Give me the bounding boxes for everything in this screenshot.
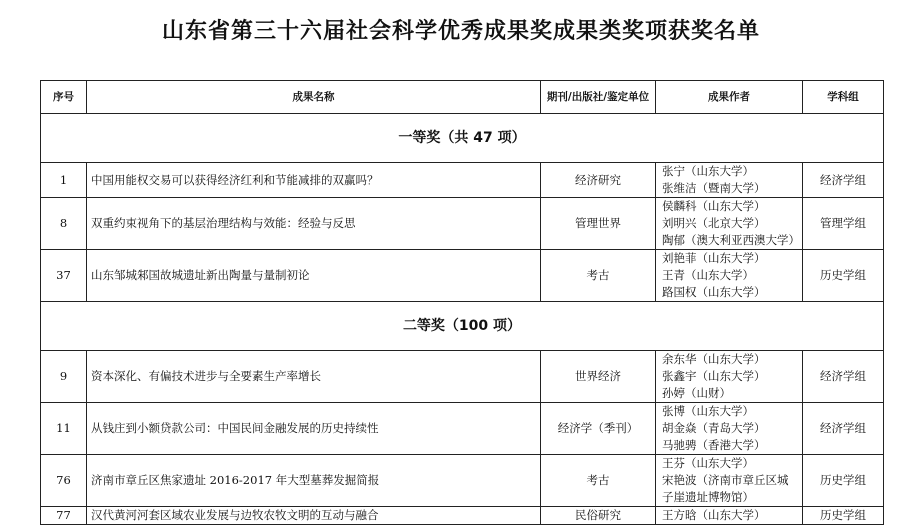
cell-name: 从钱庄到小额贷款公司：中国民间金融发展的历史持续性 <box>87 403 541 455</box>
cell-no: 9 <box>41 351 87 403</box>
author-line: 张鑫宇（山东大学） <box>662 369 766 383</box>
cell-publisher: 经济研究 <box>541 163 656 198</box>
header-authors: 成果作者 <box>656 81 803 114</box>
cell-publisher: 考古 <box>541 455 656 507</box>
author-line: 张博（山东大学） <box>662 404 754 418</box>
author-line: 王方晗（山东大学） <box>662 508 766 522</box>
cell-group: 经济学组 <box>803 163 884 198</box>
cell-authors <box>656 198 803 250</box>
author-line: 宋艳波（济南市章丘区城 <box>662 473 789 487</box>
cell-group: 经济学组 <box>803 351 884 403</box>
author-line: 路国权（山东大学） <box>662 285 766 299</box>
cell-no: 37 <box>41 250 87 302</box>
award-table <box>40 80 884 525</box>
cell-group: 经济学组 <box>803 403 884 455</box>
cell-authors <box>656 250 803 302</box>
cell-publisher: 经济学（季刊） <box>541 403 656 455</box>
header-group: 学科组 <box>803 81 884 114</box>
cell-no: 77 <box>41 507 87 525</box>
cell-authors <box>656 163 803 198</box>
cell-authors <box>656 351 803 403</box>
cell-no: 8 <box>41 198 87 250</box>
cell-authors <box>656 455 803 507</box>
author-line: 张维洁（暨南大学） <box>662 181 766 195</box>
cell-publisher: 管理世界 <box>541 198 656 250</box>
author-line: 王芬（山东大学） <box>662 456 754 470</box>
cell-authors <box>656 507 803 525</box>
cell-name: 中国用能权交易可以获得经济红利和节能减排的双赢吗？ <box>87 163 541 198</box>
author-line: 刘明兴（北京大学） <box>662 216 766 230</box>
table-row <box>41 403 884 455</box>
cell-name: 汉代黄河河套区域农业发展与边牧农牧文明的互动与融合 <box>87 507 541 525</box>
cell-publisher: 考古 <box>541 250 656 302</box>
author-line: 马驰骋（香港大学） <box>662 438 766 452</box>
cell-authors <box>656 403 803 455</box>
cell-group: 历史学组 <box>803 507 884 525</box>
author-line: 余东华（山东大学） <box>662 352 766 366</box>
cell-publisher: 民俗研究 <box>541 507 656 525</box>
section-row <box>41 302 884 351</box>
author-line: 张宁（山东大学） <box>662 164 754 178</box>
table-row <box>41 198 884 250</box>
cell-name: 山东邹城邾国故城遗址新出陶量与量制初论 <box>87 250 541 302</box>
cell-no: 76 <box>41 455 87 507</box>
header-publisher: 期刊/出版社/鉴定单位 <box>541 81 656 114</box>
cell-group: 历史学组 <box>803 250 884 302</box>
cell-name: 济南市章丘区焦家遗址 2016-2017 年大型墓葬发掘简报 <box>87 455 541 507</box>
cell-name: 双重约束视角下的基层治理结构与效能：经验与反思 <box>87 198 541 250</box>
cell-group: 历史学组 <box>803 455 884 507</box>
header-row <box>41 81 884 114</box>
author-line: 侯麟科（山东大学） <box>662 199 766 213</box>
author-line: 子崖遗址博物馆） <box>662 490 754 504</box>
author-line: 刘艳菲（山东大学） <box>662 251 766 265</box>
table-row <box>41 507 884 525</box>
section-title: 一等奖（共 47 项） <box>41 114 884 163</box>
cell-no: 11 <box>41 403 87 455</box>
author-line: 王青（山东大学） <box>662 268 754 282</box>
cell-publisher: 世界经济 <box>541 351 656 403</box>
author-line: 孙婷（山财） <box>662 386 731 400</box>
cell-no: 1 <box>41 163 87 198</box>
table-row <box>41 163 884 198</box>
header-name: 成果名称 <box>87 81 541 114</box>
section-title: 二等奖（100 项） <box>41 302 884 351</box>
cell-group: 管理学组 <box>803 198 884 250</box>
table-row <box>41 455 884 507</box>
cell-name: 资本深化、有偏技术进步与全要素生产率增长 <box>87 351 541 403</box>
header-no: 序号 <box>41 81 87 114</box>
table-row <box>41 351 884 403</box>
section-row <box>41 114 884 163</box>
document-title: 山东省第三十六届社会科学优秀成果奖成果类奖项获奖名单 <box>161 19 760 44</box>
author-line: 陶郁（澳大利亚西澳大学） <box>662 233 800 247</box>
author-line: 胡金焱（青岛大学） <box>662 421 766 435</box>
table-row <box>41 250 884 302</box>
